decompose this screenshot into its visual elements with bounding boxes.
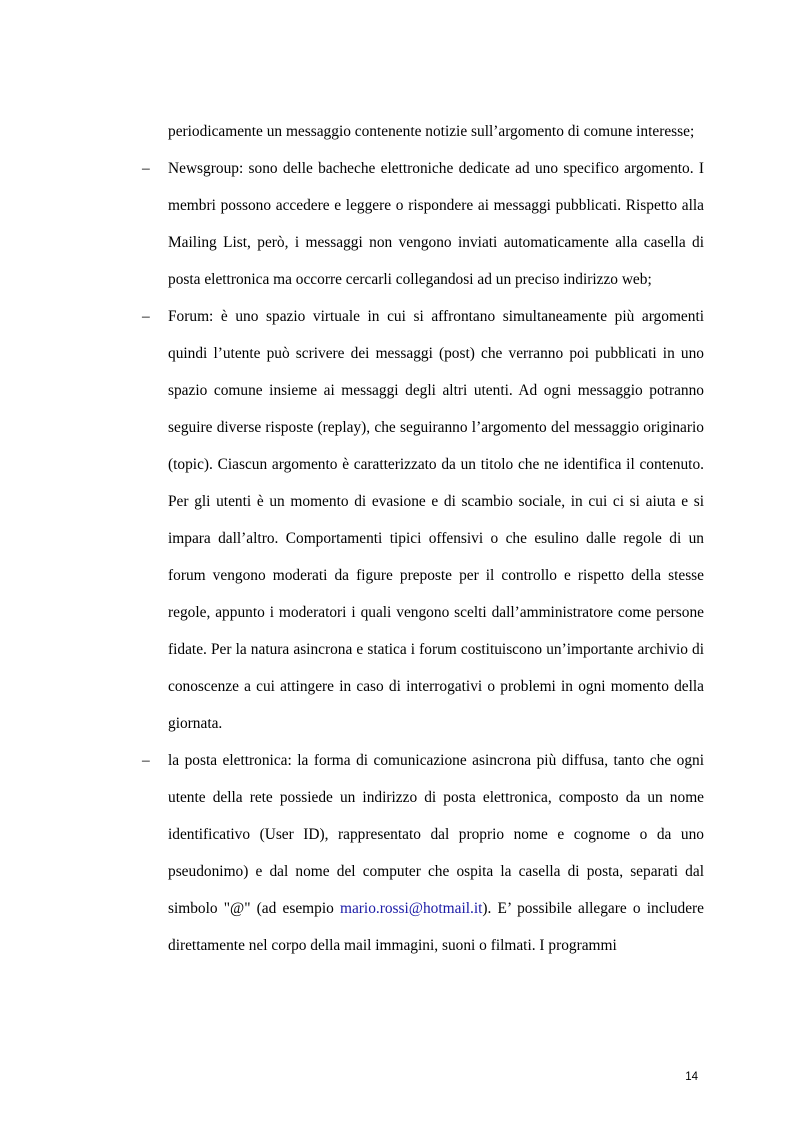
list-item-newsgroup <box>142 150 704 298</box>
bullet-dash: – <box>142 308 150 325</box>
continuation-paragraph: periodicamente un messaggio contenente notizie sull’argomento di comune interesse; <box>168 123 695 140</box>
page-number: 14 <box>685 1071 698 1083</box>
list-item-text: Forum: è uno spazio virtuale in cui si affrontano simultaneamente più argomenti quindi l’utente può scrivere dei messaggi (post) che verranno poi pubblicati in uno spazio comune insieme ai messaggi degli altri utenti. Ad ogni messaggio potranno seguire diverse risposte (replay), che seguiranno l’argomento del messaggio originario (topic). Ciascun argomento è caratterizzato da un titolo che ne identifica il contenuto. Per gli utenti è un momento di evasione e di scambio sociale, in cui ci si aiuta e si impara dall’altro. Comportamenti tipici offensivi o che esulino dalle regole di un forum vengono moderati da figure preposte per il controllo e rispetto della stesse regole, appunto i moderatori i quali vengono scelti dall’amministratore come persone fidate. Per la natura asincrona e statica i forum costituiscono un’importante archivio di conoscenze a cui attingere in caso di interrogativi o problemi in ogni momento della giornata. <box>168 308 704 732</box>
list-item-text: Newsgroup: sono delle bacheche elettroniche dedicate ad uno specifico argomento. I membri possono accedere e leggere o rispondere ai messaggi pubblicati. Rispetto alla Mailing List, però, i messaggi non vengono inviati automaticamente alla casella di posta elettronica ma occorre cercarli collegandosi ad un preciso indirizzo web; <box>168 160 704 288</box>
list-item-text-after-link: ). E’ possibile allegare o includere direttamente nel corpo della mail immagini, suoni o filmati. I programmi <box>168 900 705 954</box>
email-link[interactable]: mario.rossi@hotmail.it <box>339 900 483 917</box>
list-item-forum <box>142 298 704 742</box>
list-item-text-before-link: la posta elettronica: la forma di comunicazione asincrona più diffusa, tanto che ogni utente della rete possiede un indirizzo di posta elettronica, composto da un nome identificativo (User ID), rappresentato dal proprio nome e cognome o da uno pseudonimo) e dal nome del computer che ospita la casella di posta, separati dal simbolo "@" (ad esempio <box>168 752 704 917</box>
list-item-email <box>142 742 705 964</box>
bullet-dash: – <box>142 160 150 177</box>
bullet-dash: – <box>142 752 150 769</box>
page-body <box>142 113 705 964</box>
